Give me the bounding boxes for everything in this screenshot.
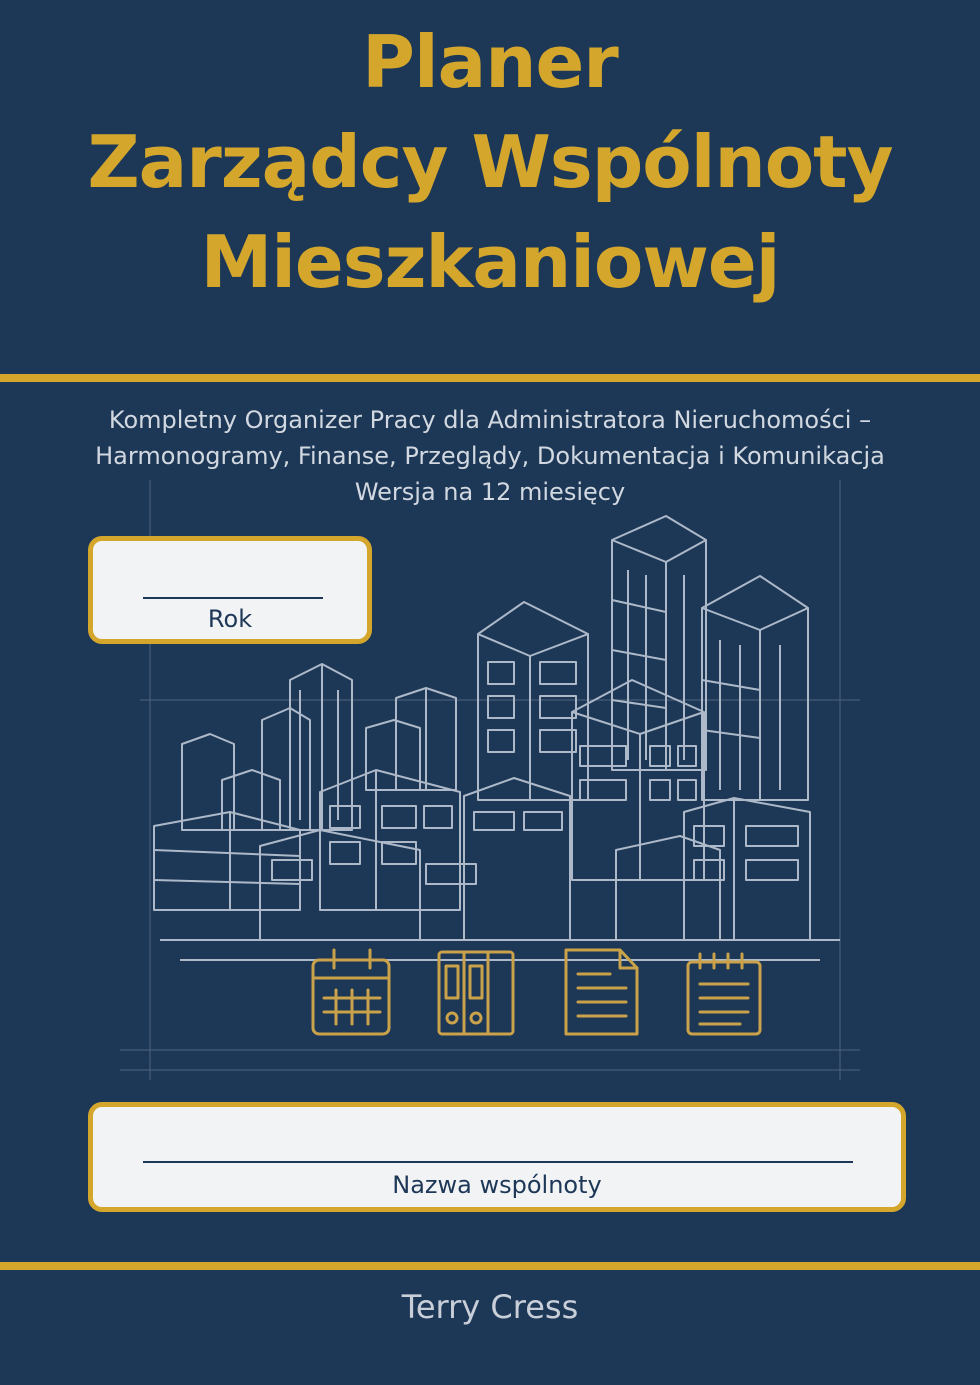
community-name-field[interactable] — [88, 1102, 906, 1212]
document-icon — [566, 950, 637, 1034]
binders-icon — [439, 952, 513, 1034]
subtitle-line-2: Harmonogramy, Finanse, Przeglądy, Dokumentacja i Komunikacja — [95, 442, 885, 470]
notepad-icon — [688, 954, 760, 1034]
subtitle-line-1: Kompletny Organizer Pracy dla Administratora Nieruchomości – — [108, 406, 872, 434]
bottom-gold-divider — [0, 1262, 980, 1270]
community-write-line — [143, 1161, 853, 1163]
book-title — [0, 12, 980, 312]
year-field[interactable] — [88, 536, 372, 644]
top-gold-divider — [0, 374, 980, 382]
calendar-icon — [313, 950, 389, 1034]
community-name-label: Nazwa wspólnoty — [392, 1171, 602, 1199]
title-line-2: Zarządcy Wspólnoty — [87, 120, 893, 204]
author-name: Terry Cress — [401, 1288, 579, 1326]
title-line-1: Planer — [362, 20, 618, 104]
year-write-line — [143, 597, 323, 599]
year-label: Rok — [207, 605, 253, 633]
title-line-3: Mieszkaniowej — [200, 220, 780, 304]
subtitle-line-3: Wersja na 12 miesięcy — [354, 478, 626, 506]
